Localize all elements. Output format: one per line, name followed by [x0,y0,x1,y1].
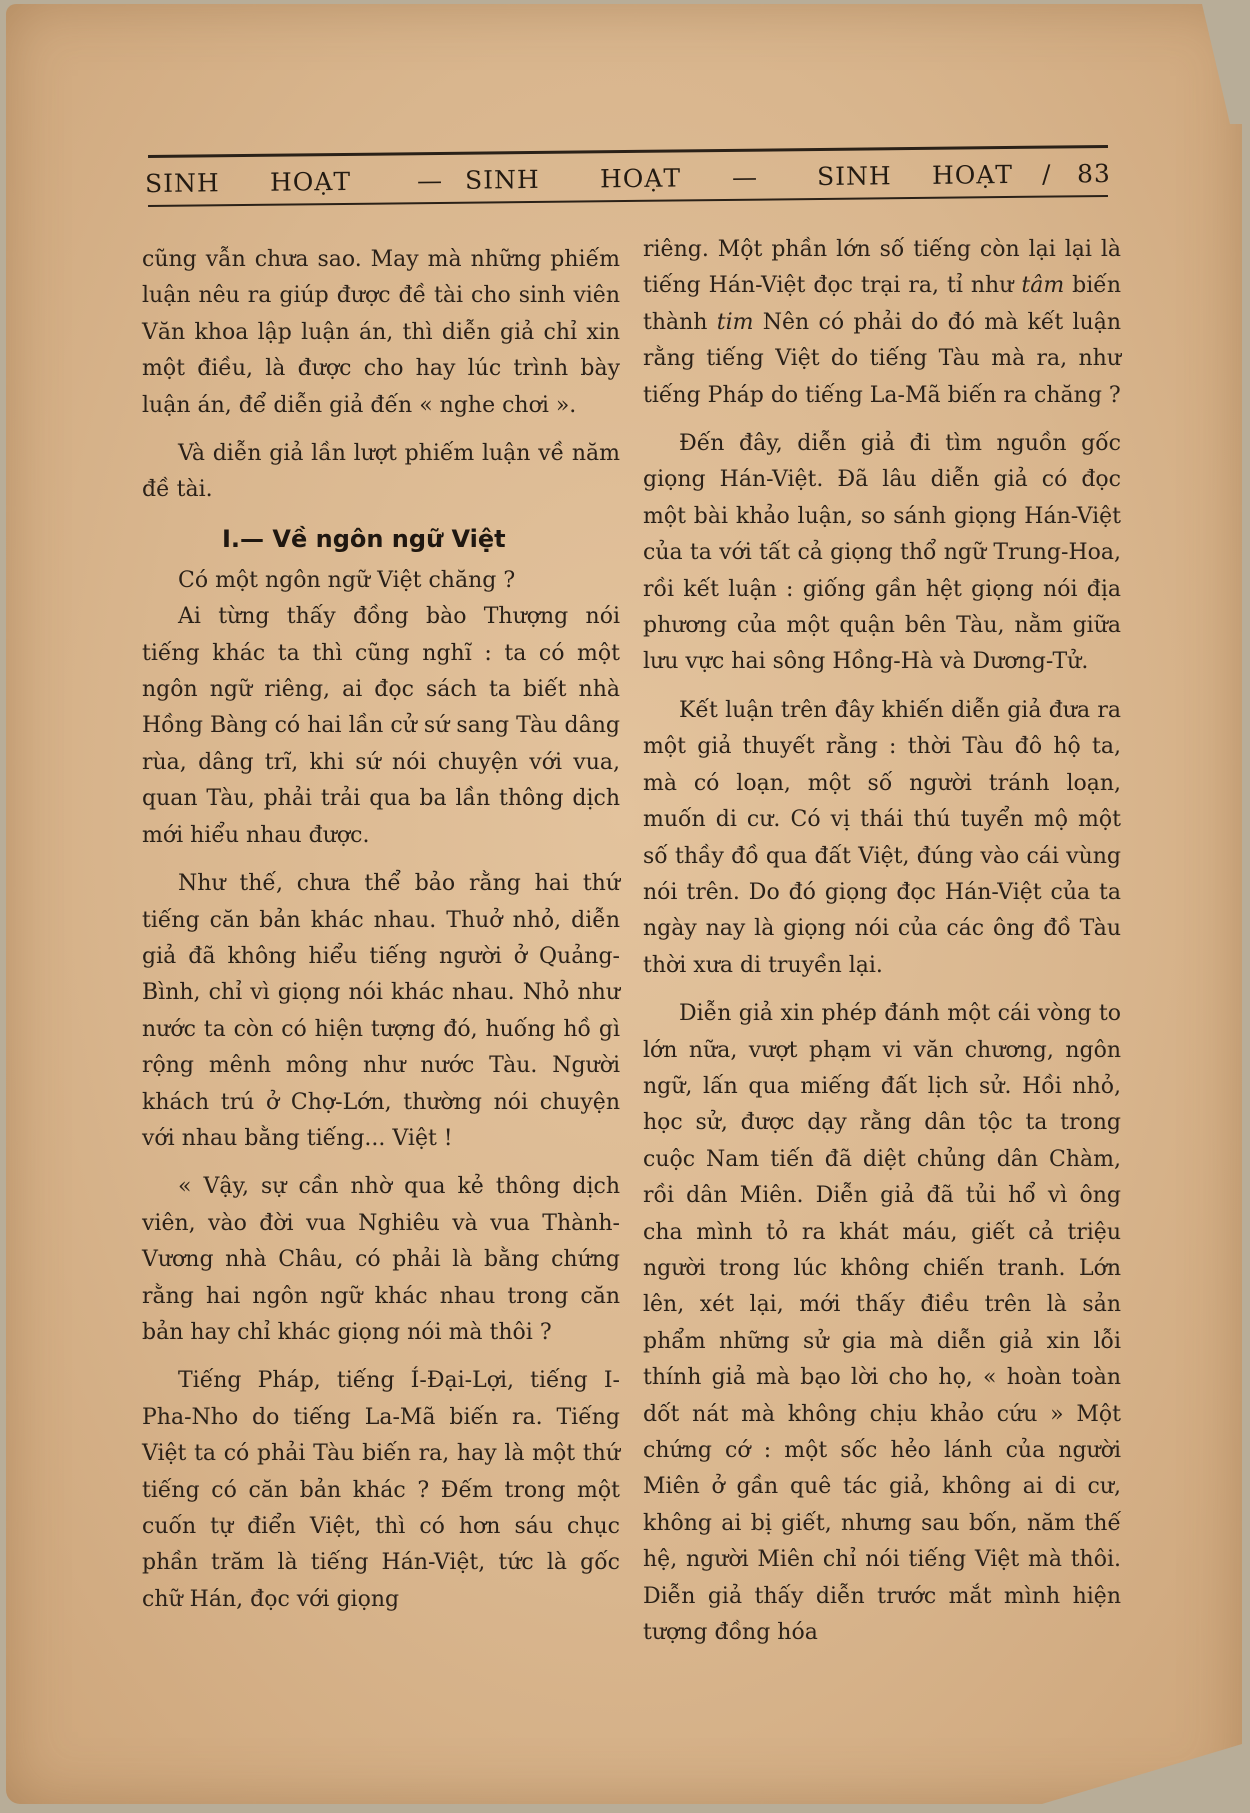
paragraph: Như thế, chưa thể bảo rằng hai thứ tiếng căn bản khác nhau. Thuở nhỏ, diễn giả đã không hiểu tiếng người ở Quảng-Bình, chỉ vì giọng nói khác nhau. Nhỏ như nước ta còn có hiện tượng đó, huống hồ gì rộng mênh mông như nước Tàu. Người khách trú ở Chợ-Lớn, thường nói chuyện với nhau bằng tiếng... Việt ! [142,871,620,1151]
header-text: / [1041,159,1052,189]
paragraph [643,232,1121,414]
paragraph: « Vậy, sự cần nhờ qua kẻ thông dịch viên, vào đời vua Nghiêu và vua Thành-Vương nhà Châu, có phải là bằng chứng rằng hai ngôn ngữ khác nhau trong căn bản hay chỉ khác giọng nói mà thôi ? [142,1174,620,1345]
header-text: SINH [816,161,892,192]
torn-corner [1042,1744,1242,1804]
text-run: riêng. Một phần lớn số tiếng còn lại lại là tiếng Hán-Việt đọc trại ra, tỉ như [643,237,1121,299]
header-text: — [416,165,444,196]
paragraph: Diễn giả xin phép đánh một cái vòng to lớn nữa, vượt phạm vi văn chương, ngôn ngữ, lấn qua miếng đất lịch sử. Hồi nhỏ, học sử, được dạy rằng dân tộc ta trong cuộc Nam tiến đã diệt chủng dân Chàm, rồi dân Miên. Diễn giả đã tủi hổ vì ông cha mình tỏ ra khát máu, giết cả triệu người trong lúc không chiến tranh. Lớn lên, xét lại, mới thấy điều trên là sản phẩm những sử gia mà diễn giả xin lỗi thính giả mà bạo lời cho họ, « hoàn toàn dốt nát mà không chịu khảo cứu » Một chứng cớ : một sốc hẻo lánh của người Miên ở gần quê tác giả, không ai di cư, không ai bị giết, nhưng sau bốn, năm thế hệ, người Miên chỉ nói tiếng Việt mà thôi. Diễn giả thấy diễn trước mắt mình hiện tượng đồng hóa [643,1001,1121,1646]
section-heading: I.— Về ngôn ngữ Việt [222,524,506,553]
text-run: Nên có phải do đó mà kết luận rằng tiếng Việt do tiếng Tàu mà ra, như tiếng Pháp do tiếng La-Mã biến ra chăng ? [643,309,1121,408]
header-text: SINH [464,164,540,195]
paragraph: Ai từng thấy đồng bào Thượng nói tiếng khác ta thì cũng nghĩ : ta có một ngôn ngữ riêng, ai đọc sách ta biết nhà Hồng Bàng có hai lần cử sứ sang Tàu dâng rùa, dâng trĩ, khi sứ nói chuyện với vua, quan Tàu, phải trải qua ba lần thông dịch mới hiểu nhau được. [142,604,620,848]
header-text: HOẠT [599,163,682,194]
italic-word: tim [716,309,754,335]
paragraph: Tiếng Pháp, tiếng Í-Đại-Lợi, tiếng I-Pha-Nho do tiếng La-Mã biến ra. Tiếng Việt ta có phải Tàu biến ra, hay là một thứ tiếng có căn bản khác ? Đếm trong một cuốn tự điển Việt, thì có hơn sáu chục phần trăm là tiếng Hán-Việt, tức là gốc chữ Hán, đọc với giọng [142,1368,620,1612]
right-column [643,232,1121,1651]
page-number: 83 [1076,158,1111,189]
header-text: — [731,162,759,192]
text-run: biến thành [643,273,1121,335]
header-text: SINH [144,168,220,199]
paragraph: Và diễn giả lần lượt phiếm luận về năm đề tài. [142,441,620,503]
paragraph: Đến đây, diễn giả đi tìm nguồn gốc giọng Hán-Việt. Đã lâu diễn giả có đọc một bài khảo luận, so sánh giọng Hán-Việt của ta với tất cả giọng thổ ngữ Trung-Hoa, rồi kết luận : giống gần hệt giọng nói địa phương của một quận bên Tàu, nằm giữa lưu vực hai sông Hồng-Hà và Dương-Tử. [643,431,1121,675]
paragraph: cũng vẫn chưa sao. May mà những phiếm luận nêu ra giúp được đề tài cho sinh viên Văn khoa lập luận án, thì diễn giả chỉ xin một điều, là được cho hay lúc trình bày luận án, để diễn giả đến « nghe chơi ». [142,247,620,418]
paragraph: Kết luận trên đây khiến diễn giả đưa ra một giả thuyết rằng : thời Tàu đô hộ ta, mà có loạn, một số người tránh loạn, muốn di cư. Có vị thái thú tuyển mộ một số thầy đồ qua đất Việt, đúng vào cái vùng nói trên. Do đó giọng đọc Hán-Việt của ta ngày nay là giọng nói của các ông đồ Tàu thời xưa di truyền lại. [643,697,1121,978]
header-text: HOẠT [269,166,352,197]
italic-word: tâm [1021,273,1065,299]
paragraph: Có một ngôn ngữ Việt chăng ? [178,567,516,593]
torn-corner [1202,4,1242,124]
header-text: HOẠT [931,159,1014,190]
left-column [142,242,620,1618]
